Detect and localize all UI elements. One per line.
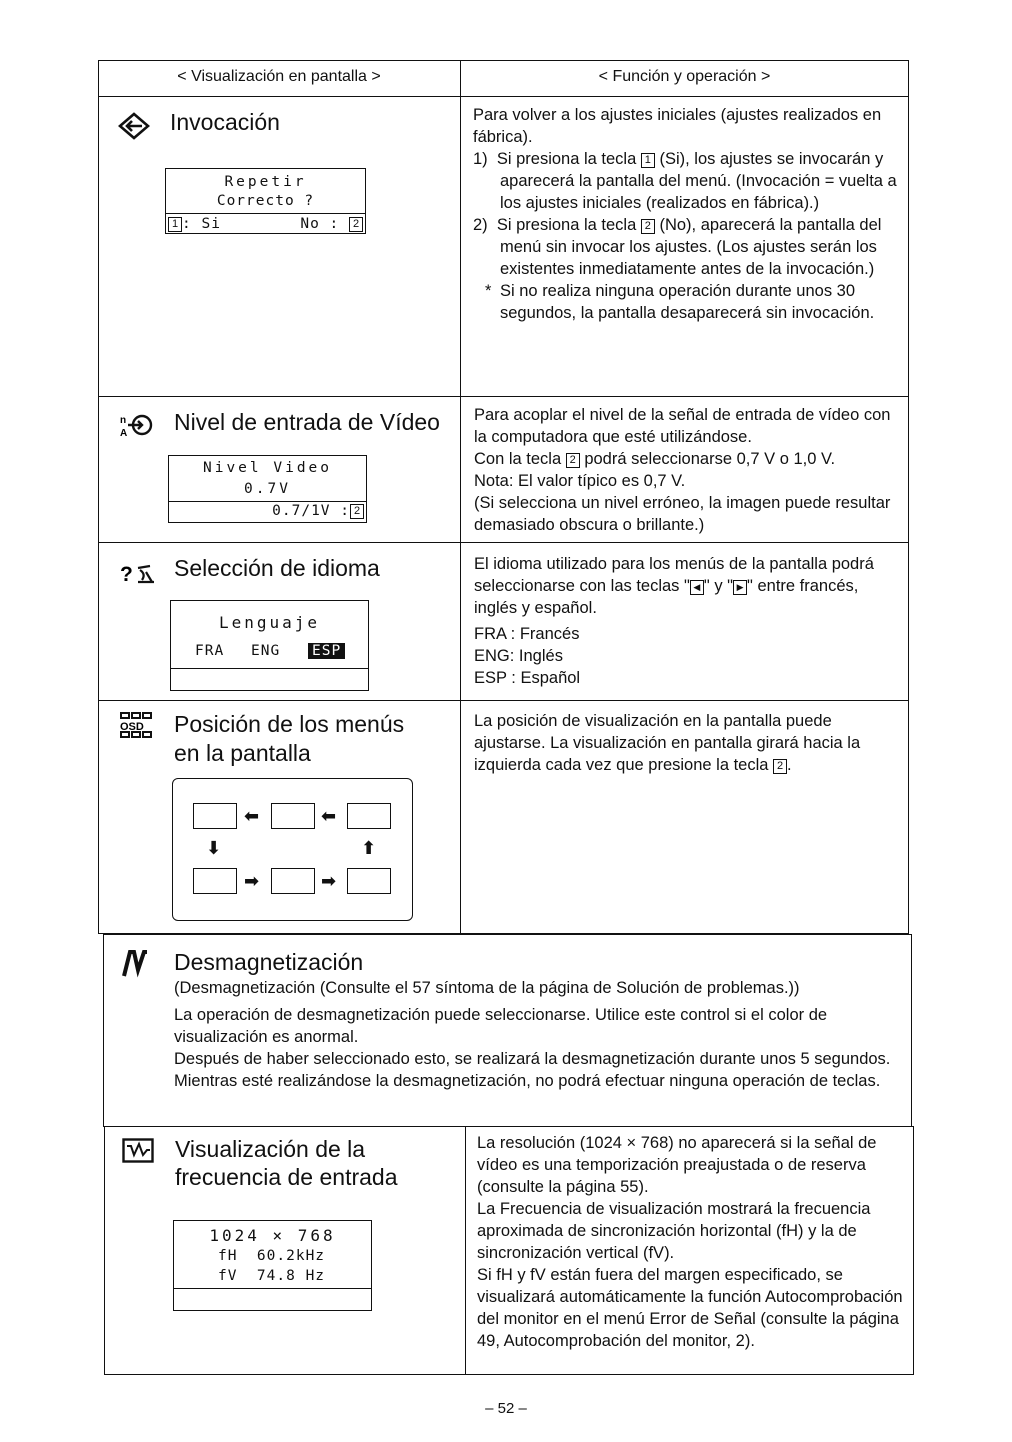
osd-separator <box>166 213 365 214</box>
row-divider-3 <box>98 700 909 701</box>
osd-separator <box>174 1288 371 1289</box>
frequency-description <box>477 1132 909 1352</box>
osd-position-description <box>474 710 900 776</box>
recall-icon <box>118 112 152 144</box>
degauss-icon <box>120 948 150 982</box>
osd-no: No : 2 <box>300 216 363 232</box>
video-level-icon <box>118 412 154 442</box>
key-2-icon: 2 <box>350 504 364 519</box>
left-key-icon: ◀ <box>690 580 704 595</box>
header-divider <box>98 96 909 97</box>
column-header-display: < Visualización en pantalla > <box>177 68 381 85</box>
language-esp: ESP : Español <box>474 669 581 687</box>
recall-note: * Si no realiza ninguna operación durante unos 30 segundos, la pantalla desaparecerá sin invocación. <box>485 282 875 322</box>
key-2-icon: 2 <box>773 759 787 774</box>
frequency-osd-preview <box>173 1220 372 1311</box>
right-key-icon: ▶ <box>733 580 747 595</box>
position-box-top-right <box>347 803 391 829</box>
video-level-osd-preview <box>168 455 367 523</box>
language-description <box>474 553 902 689</box>
osd-video-value: 0.7V <box>244 481 291 497</box>
osd-resolution: 1024 × 768 <box>209 1226 336 1245</box>
recall-title: Invocación <box>170 109 280 135</box>
language-eng: ENG: Inglés <box>474 647 563 665</box>
frequency-column-divider <box>465 1126 466 1375</box>
osd-correct: Correcto ? <box>216 193 315 209</box>
position-box-bottom-left <box>193 868 237 894</box>
row-divider-1 <box>98 396 909 397</box>
column-header-function: < Función y operación > <box>598 68 771 85</box>
degauss-description <box>174 977 902 1092</box>
degauss-p3: Después de haber seleccionado esto, se realizará la desmagnetización durante unos 5 segundos. Mientras esté realizándose la desmagnetización, no podrá efectuar ninguna operación de teclas. <box>174 1050 891 1090</box>
osd-position-p1: La posición de visualización en la pantalla puede ajustarse. La visualización en pantalla girará hacia la izquierda cada vez que presione la tecla 2 . <box>474 712 861 774</box>
osd-esp-selected: ESP <box>308 643 345 659</box>
video-level-p3: Nota: El valor típico es 0,7 V. <box>474 472 686 490</box>
arrow-down-icon: ⬇ <box>206 838 222 858</box>
key-2-icon: 2 <box>349 217 363 232</box>
frequency-title-2: frecuencia de entrada <box>175 1164 398 1190</box>
video-level-title: Nivel de entrada de Vídeo <box>174 409 440 435</box>
language-osd-preview <box>170 600 369 691</box>
osd-fv: fV 74.8 Hz <box>218 1268 326 1284</box>
osd-yes: 1 : Si <box>168 216 221 232</box>
key-2-icon: 2 <box>566 453 580 468</box>
frequency-p1: La resolución (1024 × 768) no aparecerá si la señal de vídeo es una temporización preajustada o de reserva (consulte la página 55). <box>477 1134 877 1196</box>
recall-item-1: 1) Si presiona la tecla 1 (Si), los ajustes se invocarán y aparecerá la pantalla del menú. (Invocación = vuelta a los ajustes iniciales (realizados en fábrica).) <box>473 150 897 212</box>
video-level-p4: (Si selecciona un nivel erróneo, la imagen puede resultar demasiado obscura o brillante.) <box>474 494 891 534</box>
osd-position-title-2: en la pantalla <box>174 740 311 766</box>
video-level-p1: Para acoplar el nivel de la señal de entrada de vídeo con la computadora que esté utilizándose. <box>474 406 891 446</box>
osd-video-toggle: 0.7/1V : 2 <box>272 503 364 519</box>
osd-eng: ENG <box>251 643 281 659</box>
svg-text:n: n <box>120 415 127 426</box>
page-number: – 52 – <box>485 1400 527 1417</box>
frequency-title-1: Visualización de la <box>175 1136 366 1162</box>
svg-text:?: ? <box>120 563 133 586</box>
arrow-up-icon: ⬆ <box>361 838 377 858</box>
position-box-bottom-center <box>271 868 315 894</box>
video-level-p2: Con la tecla 2 podrá seleccionarse 0,7 V o 1,0 V. <box>474 450 836 468</box>
arrow-left-icon: ⬅ <box>321 806 337 826</box>
frequency-p3: Si fH y fV están fuera del margen especificado, se visualizará automáticamente la función Autocomprobación del monitor en el menú Error de Señal (consulte la página 49, Autocomprobación del monitor, 2). <box>477 1266 903 1350</box>
key-2-icon: 2 <box>641 219 655 234</box>
svg-text:A: A <box>120 428 128 438</box>
recall-item-2: 2) Si presiona la tecla 2 (No), aparecerá la pantalla del menú sin invocar los ajustes. (Los ajustes serán los existentes inmediatamente antes de la invocación.) <box>473 216 882 278</box>
degauss-p2: La operación de desmagnetización puede seleccionarse. Utilice este control si el color de visualización es anormal. <box>174 1006 828 1046</box>
position-box-top-center <box>271 803 315 829</box>
row-divider-2 <box>98 542 909 543</box>
position-box-top-left <box>193 803 237 829</box>
language-p1: El idioma utilizado para los menús de la pantalla podrá seleccionarse con las teclas " ◀ " y " ▶ " entre francés, inglés y español. <box>474 555 874 617</box>
key-1-icon: 1 <box>168 217 182 232</box>
degauss-title: Desmagnetización <box>174 949 364 975</box>
language-fra: FRA : Francés <box>474 625 580 643</box>
osd-language: Lenguaje <box>218 613 321 632</box>
osd-fh: fH 60.2kHz <box>218 1248 326 1264</box>
language-title: Selección de idioma <box>174 555 380 581</box>
arrow-left-icon: ⬅ <box>244 806 260 826</box>
osd-fra: FRA <box>195 643 225 659</box>
frequency-icon <box>122 1138 154 1168</box>
osd-position-title-1: Posición de los menús <box>174 711 405 737</box>
osd-position-icon <box>120 712 152 742</box>
position-box-bottom-right <box>347 868 391 894</box>
degauss-p1: (Desmagnetización (Consulte el 57 síntoma de la página de Solución de problemas.)) <box>174 979 800 997</box>
column-divider <box>460 60 461 934</box>
video-level-description <box>474 404 902 536</box>
osd-position-diagram <box>172 778 413 921</box>
recall-intro: Para volver a los ajustes iniciales (ajustes realizados en fábrica). <box>473 106 882 146</box>
frequency-p2: La Frecuencia de visualización mostrará la frecuencia aproximada de sincronización horizontal (fH) y la de sincronización vertical (fV). <box>477 1200 871 1262</box>
svg-text:OSD: OSD <box>120 721 144 733</box>
osd-separator <box>169 501 366 502</box>
key-1-icon: 1 <box>641 153 655 168</box>
arrow-right-icon: ➡ <box>321 871 337 891</box>
language-icon <box>120 560 156 590</box>
recall-description <box>473 104 898 324</box>
recall-osd-preview <box>165 168 366 234</box>
osd-repeat: Repetir <box>224 174 307 190</box>
arrow-right-icon: ➡ <box>244 871 260 891</box>
osd-separator <box>171 668 368 669</box>
osd-video-level: Nivel Video <box>202 460 333 476</box>
